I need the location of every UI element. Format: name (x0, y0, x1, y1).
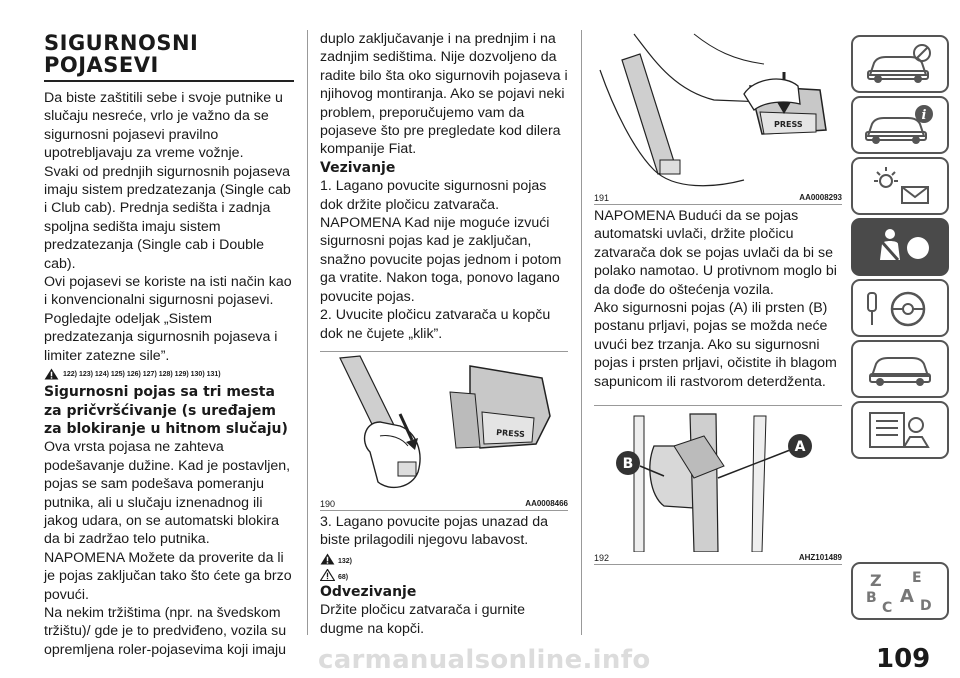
warning-triangle-icon (320, 553, 335, 565)
tab-warning-lights[interactable] (851, 157, 949, 215)
buckle-release-illustration (594, 30, 842, 192)
svg-text:PRESS: PRESS (495, 427, 526, 439)
heading-vezivanje: Vezivanje (320, 159, 396, 176)
index-letters-icon (860, 568, 940, 614)
car-service-icon (860, 346, 940, 392)
note: NAPOMENA Budući da se pojas automatski uvlači, držite pločicu zatvarača dok se pojas uvlači da bi se polako namotao. U protivnom moglo bi da dođe do oštećenja vozila. (594, 208, 837, 298)
buckle-insertion-illustration (320, 352, 568, 498)
heading-odvezivanje: Odvezivanje (320, 583, 417, 600)
car-manual-icon (860, 102, 940, 148)
paragraph: Da biste zaštitili sebe i svoje putnike u slučaju nesreće, vrlo je važno da se sigurnosni pojasevi pravilno upotrebljavaju za vreme vožnje. (44, 90, 283, 162)
paragraph: Svaki od prednjih sigurnosnih pojaseva imaju sistem predzatezanja (Single cab i Club cab). Prednja sedišta i zadnja spoljna sedišta imaju sistem predzatezanja (Single cab i Double cab). (44, 163, 291, 272)
column-divider (307, 30, 308, 635)
paragraph: duplo zaključavanje i na prednjim i na zadnjim sedištima. Nije dozvoljeno da radite bilo šta oko sigurnovih pojaseva i njihovog montiranja. Ako se pojavi neki problem, preporučujemo vam da pojaseve što pre pregledate kod dilera kompanije Fiat. (320, 31, 568, 158)
caution-triangle-icon (320, 569, 335, 581)
page-number: 109 (876, 644, 931, 674)
label-a: A (794, 439, 806, 456)
step-2: 2. Uvucite pločicu zatvarača u kopču dok ne čujete „klik”. (320, 307, 551, 342)
title-rule (44, 80, 294, 82)
watermark: carmanualsonline.info (318, 645, 651, 675)
column-divider (581, 30, 582, 635)
figure-192-caption: 192 AHZ101489 (594, 553, 842, 564)
car-specs-icon (860, 407, 940, 453)
figure-190 (320, 351, 568, 498)
figure-190-caption: 190 AA0008466 (320, 498, 568, 509)
warning-triangle-icon (44, 368, 59, 380)
figure-192 (594, 405, 842, 552)
svg-text:Z: Z (870, 571, 882, 590)
paragraph: Ovi pojasevi se koriste na isti način kao i konvencionalni sigurnosni pojasevi. (44, 274, 292, 309)
svg-text:PRESS: PRESS (774, 120, 803, 129)
tab-car-info[interactable] (851, 35, 949, 93)
label-b: B (622, 456, 634, 473)
paragraph: Ova vrsta pojasa ne zahteva podešavanje dužine. Kad je postavljen, pojas se sam podešava pomeranju putnika, ali u slučaju iznenadnog ili jakog udara, on se automatski blokira da bi zadržao telo putnika. (44, 439, 291, 548)
section-title: SIGURNOSNI POJASEVI (44, 31, 199, 77)
tab-airbag-seatbelt[interactable] (851, 218, 949, 276)
belt-ring-illustration (594, 406, 842, 552)
subheading: Sigurnosni pojas sa tri mesta za pričvršćivanje (s uređajem za blokiranje u hitnom slučaju) (44, 384, 288, 437)
caution-reference: 68) (320, 567, 568, 581)
tab-car-specs[interactable] (851, 401, 949, 459)
svg-text:B: B (866, 590, 877, 606)
tab-car-manual[interactable] (851, 96, 949, 154)
paragraph: Na nekim tržištima (npr. na švedskom tržištu)/ gde je to predviđeno, vozila su opremljena roler-pojasevima koji imaju (44, 604, 287, 658)
paragraph: NAPOMENA Možete da proverite da li je pojas zaključan tako što ćete ga brzo povući. (44, 549, 292, 603)
figure-191 (594, 30, 842, 192)
tab-index[interactable] (851, 562, 949, 620)
tab-car-service[interactable] (851, 340, 949, 398)
paragraph: Držite pločicu zatvarača i gurnite dugme na kopči. (320, 602, 526, 637)
paragraph: Ako sigurnosni pojas (A) ili prsten (B) postanu prljavi, pojas se možda neće uvući bez trzanja. Ako su sigurnosni pojas i prsten prljavi, očistite ih blagom sapunicom ili rastvorom deterdženta. (594, 300, 837, 390)
warning-references: 122) 123) 124) 125) 126) 127) 128) 129) 130) 131) (44, 366, 294, 382)
svg-text:D: D (920, 598, 932, 614)
figure-191-caption: 191 AA0008293 (594, 193, 842, 203)
car-info-icon (860, 41, 940, 87)
steering-key-icon (860, 285, 940, 331)
step-1: 1. Lagano povucite sigurnosni pojas dok držite pločicu zatvarača. (320, 178, 547, 213)
note: NAPOMENA Kad nije moguće izvući sigurnosni pojas kad je zaključan, snažno povucite pojas jednom i potom ga vratite. Nakon toga, ponovo lagano povucite pojas. (320, 215, 562, 305)
svg-text:C: C (882, 600, 893, 614)
svg-text:E: E (912, 570, 922, 586)
step-3: 3. Lagano povucite pojas unazad da biste prilagodili njegovu labavost. (320, 513, 548, 549)
column-3 (594, 30, 842, 567)
column-1 (44, 30, 294, 659)
warning-lights-icon (860, 163, 940, 209)
tab-steering-key[interactable] (851, 279, 949, 337)
svg-text:i: i (921, 108, 927, 123)
airbag-seatbelt-icon (860, 224, 940, 270)
column-2 (320, 30, 568, 638)
svg-text:A: A (900, 586, 914, 607)
paragraph: Pogledajte odeljak „Sistem predzatezanja sigurnosnih pojaseva i limiter zatezne sile”. (44, 310, 278, 364)
warning-reference: 132) (320, 551, 568, 565)
